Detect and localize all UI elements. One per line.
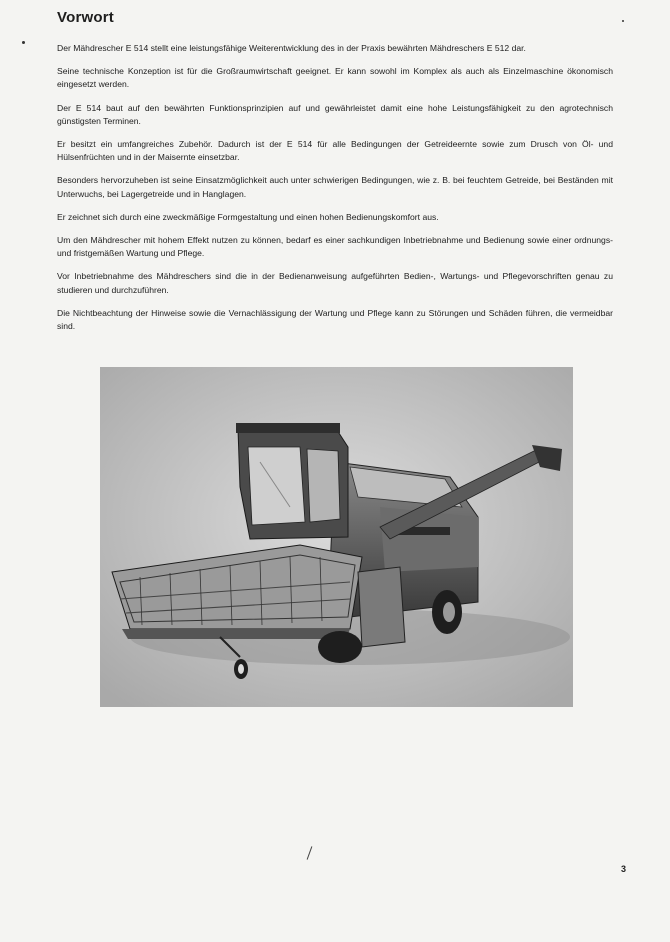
page-title: Vorwort (57, 9, 114, 26)
rear-wheel (432, 590, 462, 634)
paragraph-8: Vor Inbetriebnahme des Mähdreschers sind die in der Bedienanweisung aufgeführten Bedien-, Wartungs- und Pflegevorschriften genau zu studieren und durchzuführen. (57, 271, 613, 295)
paragraph-3: Der E 514 baut auf den bewährten Funktionsprinzipien auf und gewährleistet damit eine hohe Leistungsfähigkeit zu den agrotechnisch günstigsten Terminen. (57, 102, 613, 126)
pen-mark (307, 846, 313, 859)
paragraph-7: Um den Mähdrescher mit hohem Effekt nutzen zu können, bedarf es einer sachkundigen Inbetriebnahme und Bedienung sowie einer ordnungs- und fristgemäßen Wartung und Pflege. (57, 235, 613, 259)
paragraph-4: Er besitzt ein umfangreiches Zubehör. Dadurch ist der E 514 für alle Bedingungen der Getreideernte sowie zum Drusch von Öl- und Hülsenfrüchten und in der Maisernte einsetzbar. (57, 139, 613, 163)
feeder-housing (358, 567, 405, 647)
operator-cab (236, 423, 348, 539)
paragraph-6: Er zeichnet sich durch eine zweckmäßige Formgestaltung und einen hohen Bedienungskomfort aus. (57, 211, 439, 222)
combine-harvester-photo (100, 367, 573, 707)
paragraph-9: Die Nichtbeachtung der Hinweise sowie die Vernachlässigung der Wartung und Pflege kann zu Störungen und Schäden führen, die vermeidbar sind. (57, 307, 613, 332)
paragraph-5: Besonders hervorzuheben ist seine Einsatzmöglichkeit auch unter schwierigen Bedingungen, wie z. B. bei feuchtem Getreide, bei Beständen mit Unterwuchs, bei Lagergetreide und in Hanglagen. (57, 175, 613, 199)
preface-body (57, 42, 613, 343)
drive-wheel (318, 631, 362, 663)
page-number: 3 (621, 864, 627, 874)
paragraph-2: Seine technische Konzeption ist für die Großraumwirtschaft geeignet. Er kann sowohl im Komplex als auch als Einzelmaschine ökonomisch eingesetzt werden. (57, 66, 613, 90)
print-speck (622, 20, 624, 22)
paragraph-1: Der Mähdrescher E 514 stellt eine leistungsfähige Weiterentwicklung des in der Praxis bewährten Mähdreschers E 512 dar. (57, 43, 526, 53)
print-speck (22, 41, 25, 44)
